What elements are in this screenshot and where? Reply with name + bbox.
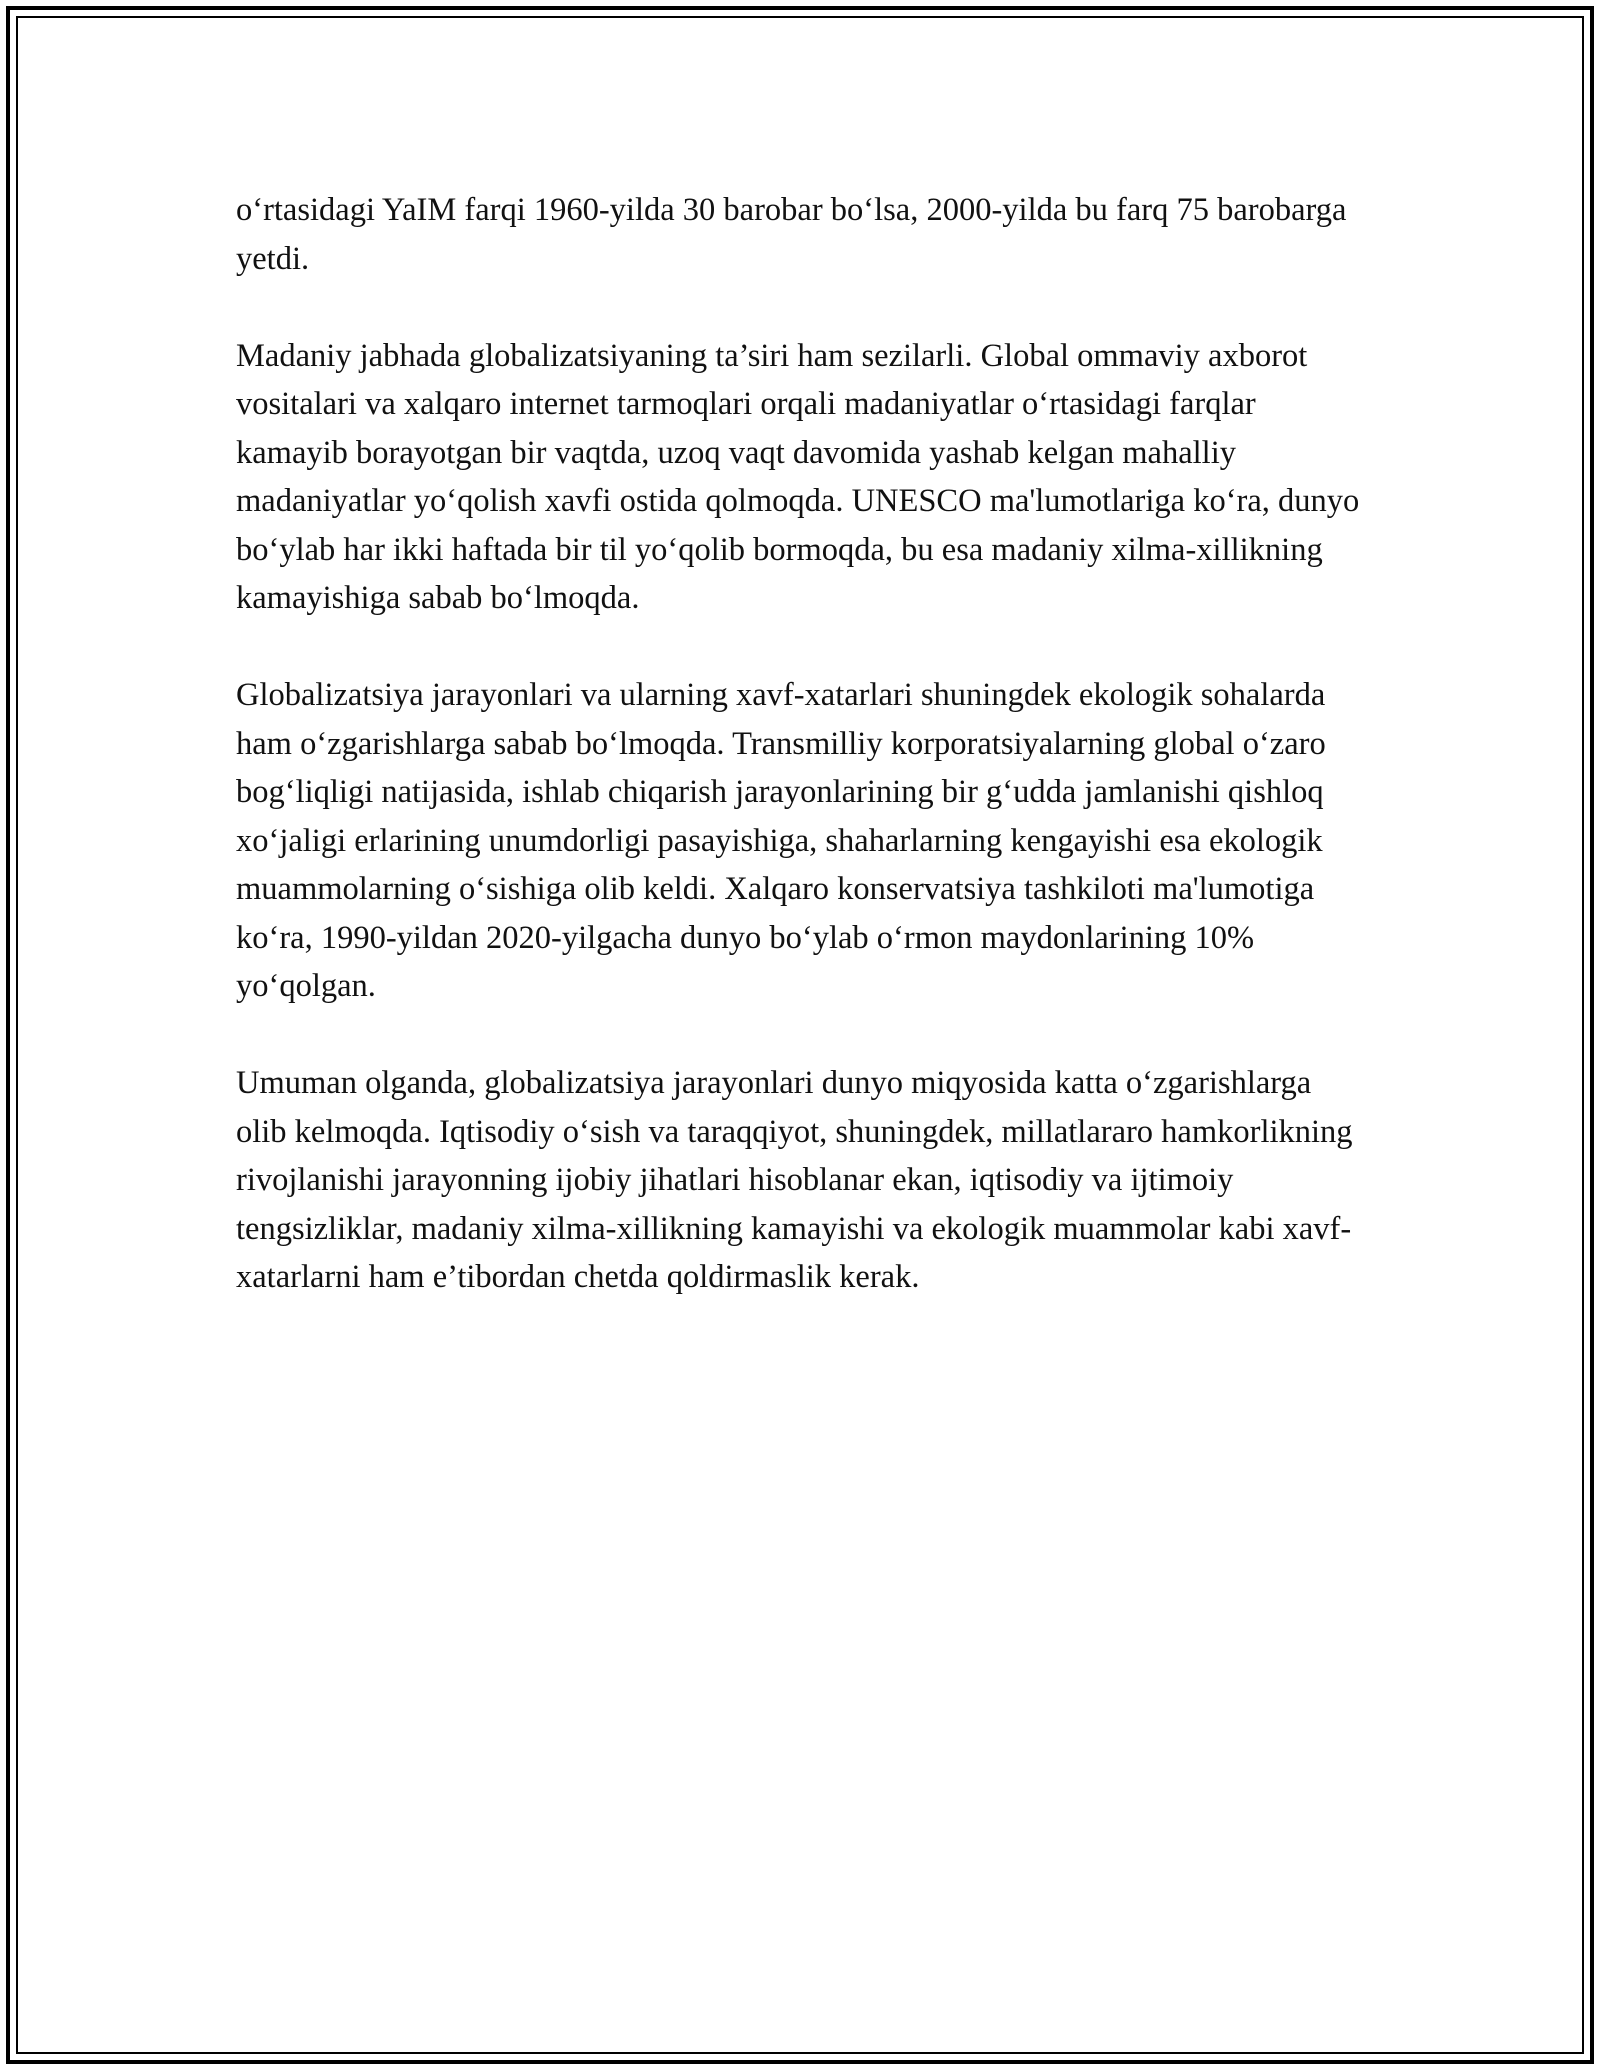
paragraph-gdp-gap: o‘rtasidagi YaIM farqi 1960-yilda 30 barobar bo‘lsa, 2000-yilda bu farq 75 barobarga yetdi. [236,192,1347,277]
document-body [236,186,1368,1302]
paragraph-ecological-impact: Globalizatsiya jarayonlari va ularning xavf-xatarlari shuningdek ekologik sohalarda ham o‘zgarishlarga sabab bo‘lmoqda. Transmilliy korporatsiyalarning global o‘zaro bog‘liqligi natijasida, ishlab chiqarish jarayonlarining bir g‘udda jamlanishi qishloq xo‘jaligi erlarining unumdorligi pasayishiga, shaharlarning kengayishi esa ekologik muammolarning o‘sishiga olib keldi. Xalqaro konservatsiya tashkiloti ma'lumotiga ko‘ra, 1990-yildan 2020-yilgacha dunyo bo‘ylab o‘rmon maydonlarining 10% yo‘qolgan. [236,677,1326,1004]
paragraph-cultural-impact: Madaniy jabhada globalizatsiyaning ta’siri ham sezilarli. Global ommaviy axborot vositalari va xalqaro internet tarmoqlari orqali madaniyatlar o‘rtasidagi farqlar kamayib borayotgan bir vaqtda, uzoq vaqt davomida yashab kelgan mahalliy madaniyatlar yo‘qolish xavfi ostida qolmoqda. UNESCO ma'lumotlariga ko‘ra, dunyo bo‘ylab har ikki haftada bir til yo‘qolib bormoqda, bu esa madaniy xilma-xillikning kamayishiga sabab bo‘lmoqda. [236,337,1360,616]
paragraph-conclusion: Umuman olganda, globalizatsiya jarayonlari dunyo miqyosida katta o‘zgarishlarga olib kelmoqda. Iqtisodiy o‘sish va taraqqiyot, shuningdek, millatlararo hamkorlikning rivojlanishi jarayonning ijobiy jihatlari hisoblanar ekan, iqtisodiy va ijtimoiy tengsizliklar, madaniy xilma-xillikning kamayishi va ekologik muammolar kabi xavf-xatarlarni ham e’tibordan chetda qoldirmaslik kerak. [236,1065,1353,1295]
